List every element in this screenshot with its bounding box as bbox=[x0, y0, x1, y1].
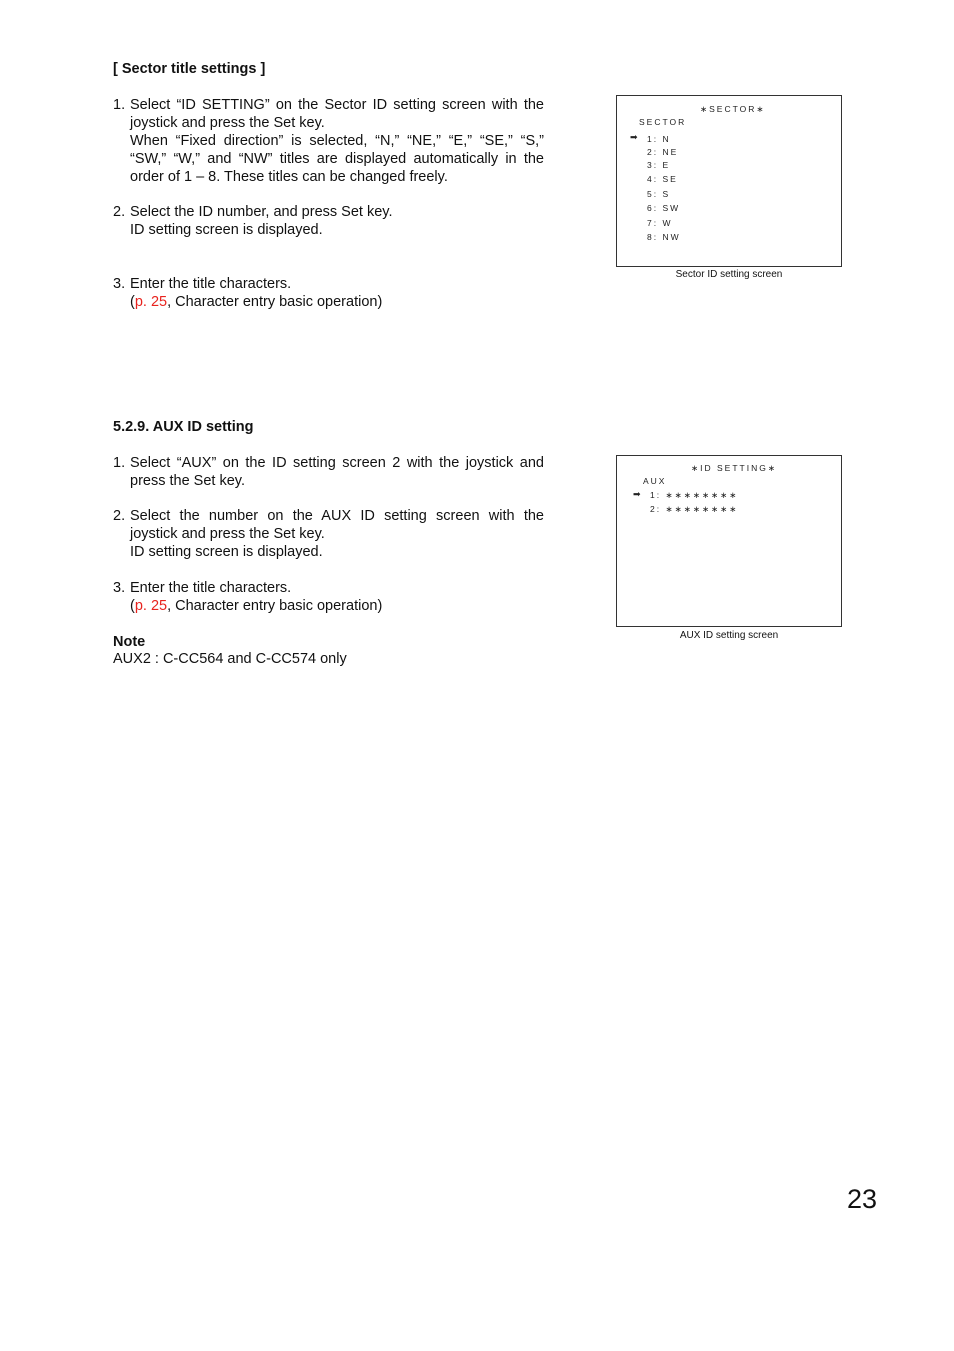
step-text-line: Select “AUX” on the ID setting screen 2 with the joystick and bbox=[130, 455, 544, 471]
sector-step-2 bbox=[113, 203, 544, 239]
sector-screen-caption: Sector ID setting screen bbox=[675, 269, 783, 280]
sector-step-3 bbox=[113, 275, 544, 311]
step-text-line: order of 1 – 8. These titles can be changed freely. bbox=[130, 169, 448, 185]
sector-item: 5: S bbox=[647, 189, 671, 199]
screen-title: ∗ID SETTING∗ bbox=[691, 463, 777, 473]
step-text-line: “SW,” “W,” and “NW” titles are displayed automatically in the bbox=[130, 151, 544, 167]
aux-item: 2: ∗∗∗∗∗∗∗∗ bbox=[650, 504, 739, 514]
screen-subtitle: SECTOR bbox=[639, 117, 687, 127]
sector-heading: [ Sector title settings ] bbox=[113, 61, 266, 77]
step-text-line: Select the ID number, and press Set key. bbox=[130, 204, 393, 220]
step-number: 3. bbox=[113, 580, 126, 596]
reference-text: , Character entry basic operation) bbox=[167, 598, 383, 614]
sector-id-setting-screen bbox=[616, 95, 842, 267]
note-text: AUX2 : C-CC564 and C-CC574 only bbox=[113, 651, 347, 667]
screen-subtitle: AUX bbox=[643, 476, 667, 486]
aux-heading: 5.2.9. AUX ID setting bbox=[113, 419, 254, 435]
step-text-line: Enter the title characters. bbox=[130, 276, 292, 292]
sector-item: 4: SE bbox=[647, 174, 678, 184]
step-text-line: press the Set key. bbox=[130, 473, 245, 489]
step-number: 3. bbox=[113, 276, 126, 292]
arrow-right-icon: ➡ bbox=[633, 489, 641, 499]
sector-item: 2: NE bbox=[647, 147, 679, 157]
step-number: 1. bbox=[113, 455, 126, 471]
reference-open: ( bbox=[130, 294, 135, 310]
sector-item: 1: N bbox=[647, 134, 671, 144]
step-text-line: ID setting screen is displayed. bbox=[130, 222, 323, 238]
aux-id-setting-screen bbox=[616, 455, 842, 627]
step-number: 2. bbox=[113, 204, 126, 220]
step-text-line: When “Fixed direction” is selected, “N,” “NE,” “E,” “SE,” “S,” bbox=[130, 133, 544, 149]
aux-step-2 bbox=[113, 507, 544, 561]
reference-line bbox=[130, 293, 544, 311]
step-number: 2. bbox=[113, 508, 126, 524]
step-text-line: Enter the title characters. bbox=[130, 580, 292, 596]
sector-item: 6: SW bbox=[647, 203, 681, 213]
step-text-line: ID setting screen is displayed. bbox=[130, 544, 323, 560]
reference-open: ( bbox=[130, 598, 135, 614]
screen-title: ∗SECTOR∗ bbox=[700, 104, 766, 114]
aux-item: 1: ∗∗∗∗∗∗∗∗ bbox=[650, 490, 739, 500]
aux-step-1 bbox=[113, 454, 544, 490]
sector-item: 8: NW bbox=[647, 232, 681, 242]
page-number: 23 bbox=[847, 1184, 878, 1214]
sector-step-1 bbox=[113, 96, 544, 186]
step-text-line: Select the number on the AUX ID setting screen with the bbox=[130, 508, 544, 524]
reference-text: , Character entry basic operation) bbox=[167, 294, 383, 310]
step-text-line: Select “ID SETTING” on the Sector ID setting screen with the bbox=[130, 97, 544, 113]
sector-item: 3: E bbox=[647, 160, 671, 170]
sector-item: 7: W bbox=[647, 218, 673, 228]
aux-screen-caption: AUX ID setting screen bbox=[679, 630, 779, 641]
step-text-line: joystick and press the Set key. bbox=[130, 115, 325, 131]
page-link[interactable]: p. 25 bbox=[134, 598, 168, 614]
aux-step-3 bbox=[113, 579, 544, 615]
reference-line bbox=[130, 597, 544, 615]
arrow-right-icon: ➡ bbox=[630, 132, 638, 142]
step-text-line: joystick and press the Set key. bbox=[130, 526, 325, 542]
step-number: 1. bbox=[113, 97, 126, 113]
page-link[interactable]: p. 25 bbox=[134, 294, 168, 310]
note-label: Note bbox=[113, 634, 146, 650]
